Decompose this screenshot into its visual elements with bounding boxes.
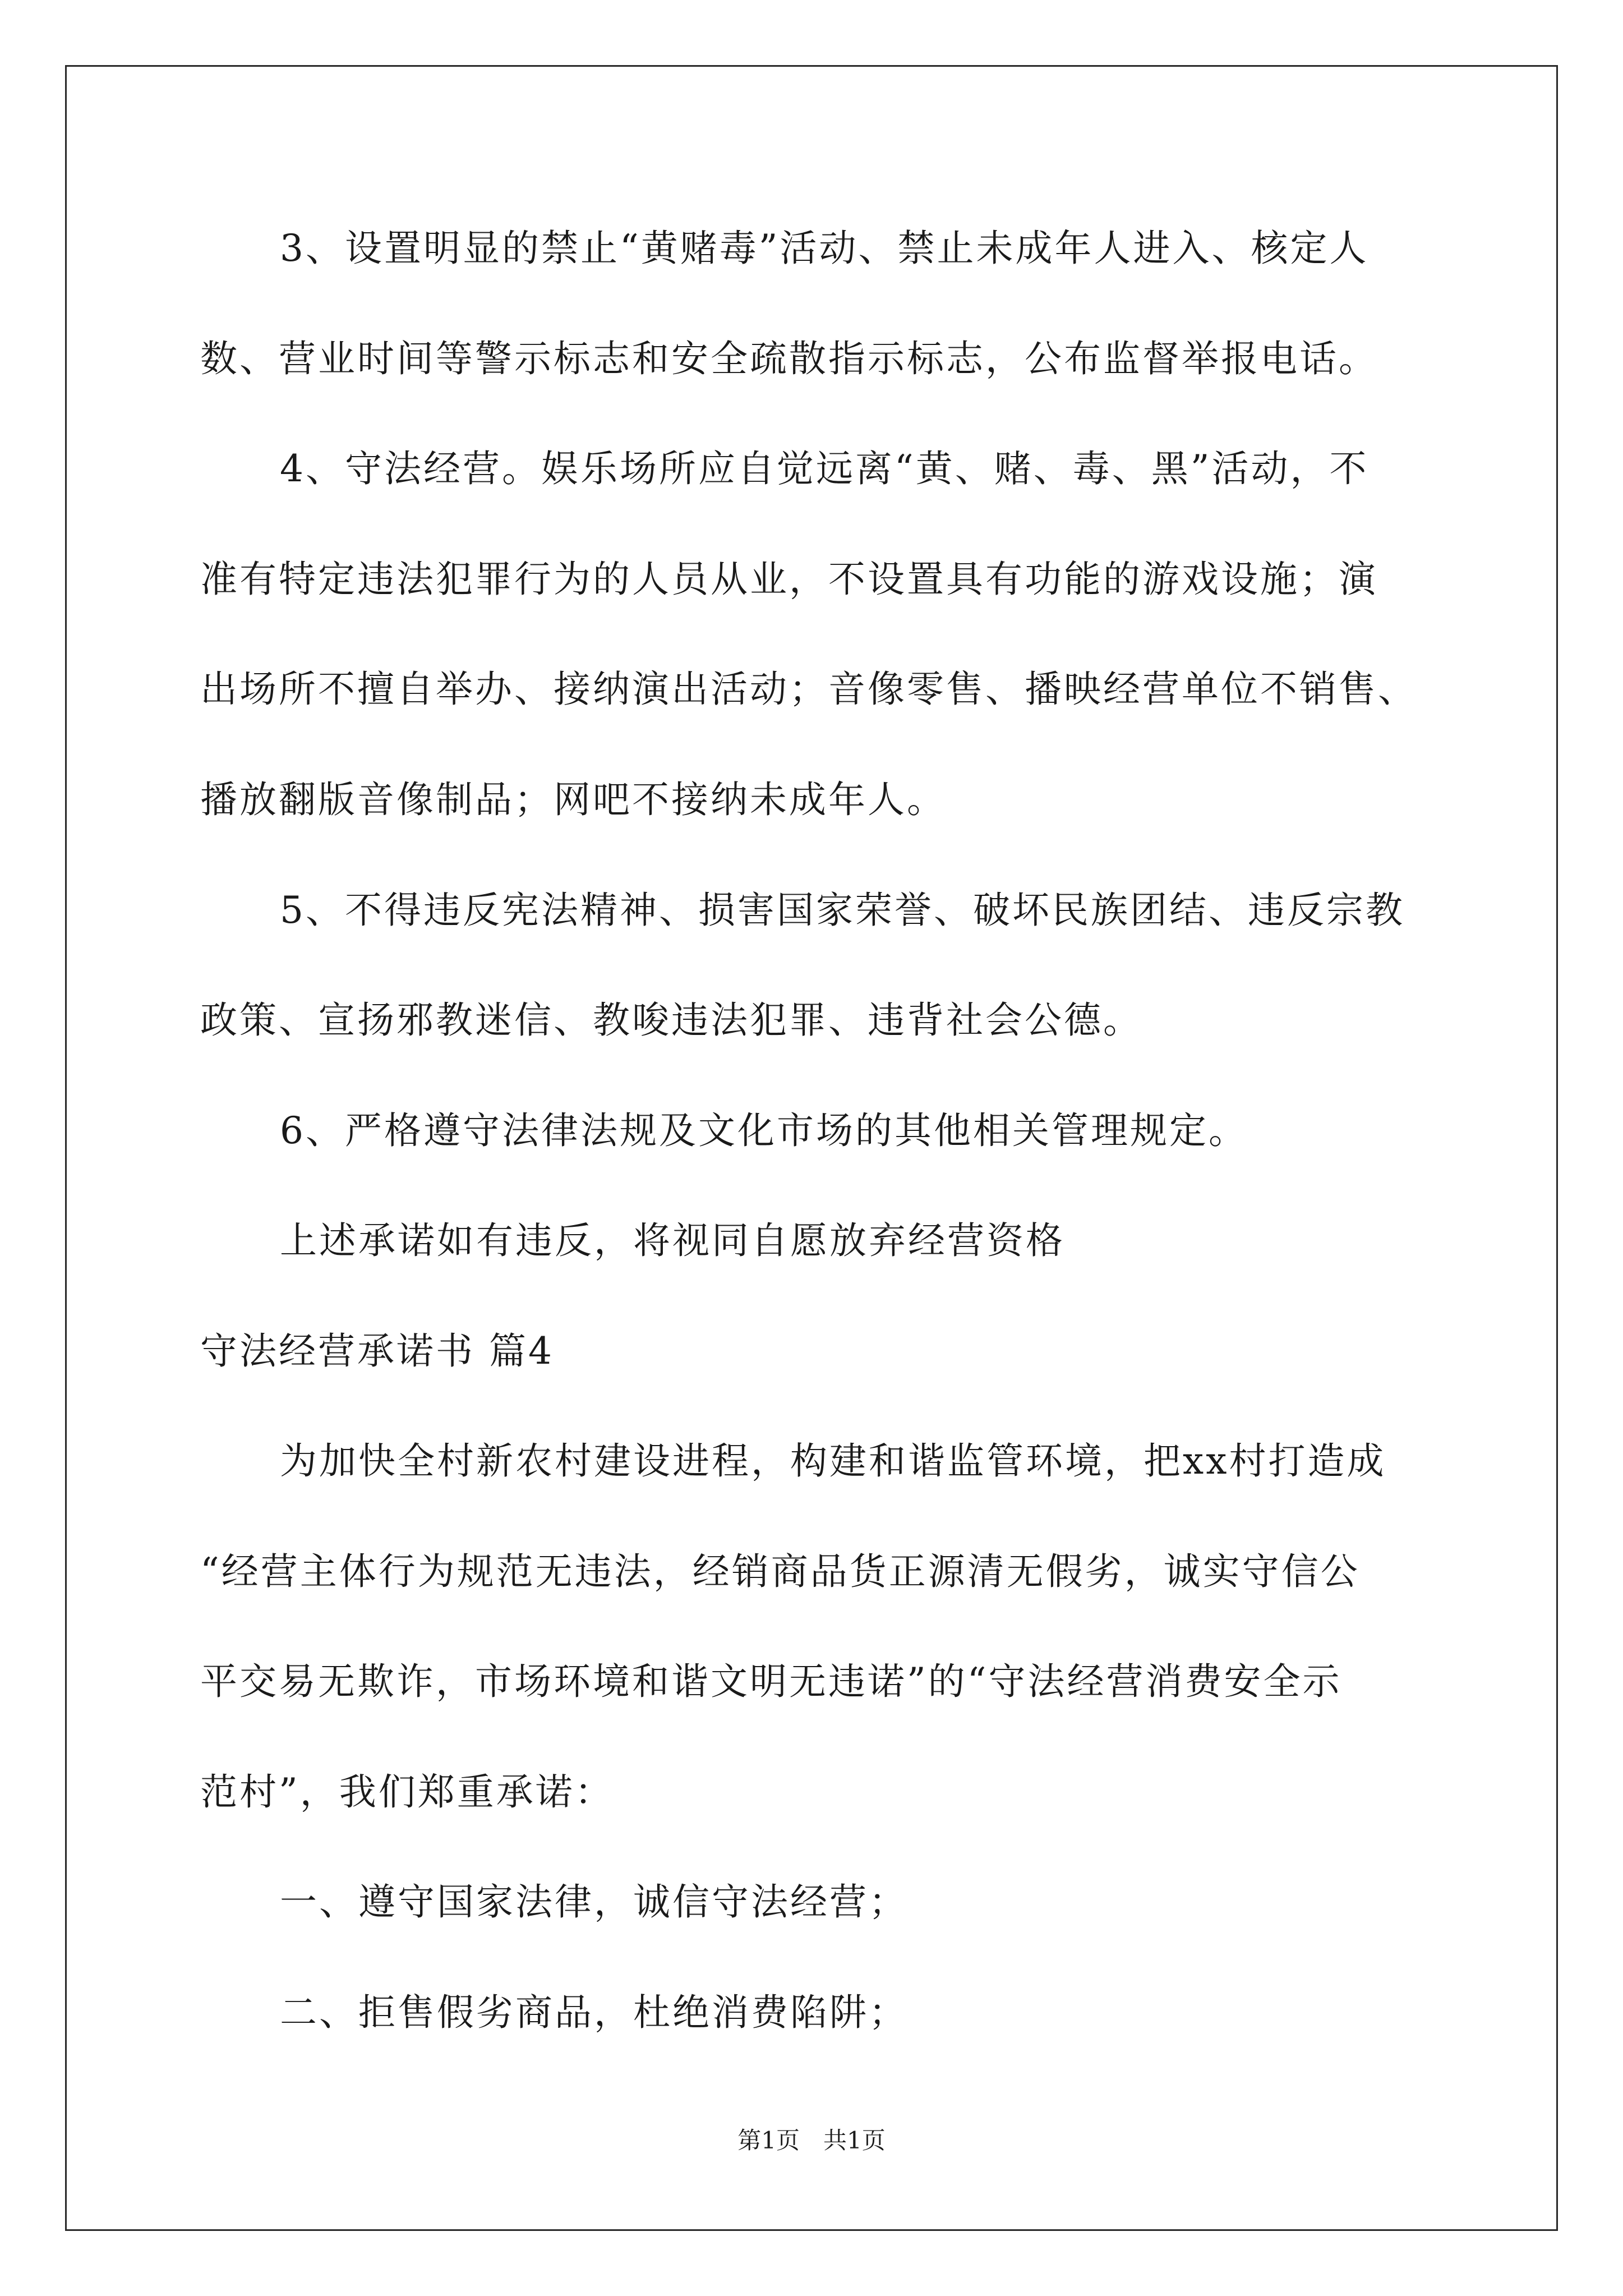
paragraph-4-line-1: 4、守法经营。娱乐场所应自觉远离“黄、赌、毒、黑”活动，不 <box>280 447 1369 490</box>
pledge-item-1: 一、遵守国家法律，诚信守法经营； <box>280 1880 908 1924</box>
paragraph-4-line-3: 出场所不擅自举办、接纳演出活动；音像零售、播映经营单位不销售、 <box>200 668 1417 711</box>
intro-paragraph-line-3: 平交易无欺诈，市场环境和谐文明无违诺”的“守法经营消费安全示 <box>200 1660 1342 1703</box>
paragraph-3-line-1: 3、设置明显的禁止“黄赌毒”活动、禁止未成年人进入、核定人 <box>280 227 1369 270</box>
section-heading: 守法经营承诺书 篇4 <box>200 1329 554 1373</box>
paragraph-3-line-2: 数、营业时间等警示标志和安全疏散指示标志，公布监督举报电话。 <box>200 337 1378 380</box>
intro-paragraph-line-2: “经营主体行为规范无违法，经销商品货正源清无假劣，诚实守信公 <box>200 1550 1360 1593</box>
intro-paragraph-line-1: 为加快全村新农村建设进程，构建和谐监管环境，把xx村打造成 <box>280 1439 1386 1483</box>
paragraph-5-line-2: 政策、宣扬邪教迷信、教唆违法犯罪、违背社会公德。 <box>200 999 1142 1042</box>
paragraph-5-line-1: 5、不得违反宪法精神、损害国家荣誉、破坏民族团结、违反宗教 <box>280 889 1405 932</box>
closing-statement: 上述承诺如有违反，将视同自愿放弃经营资格 <box>280 1219 1065 1262</box>
paragraph-4-line-2: 准有特定违法犯罪行为的人员从业，不设置具有功能的游戏设施；演 <box>200 558 1378 601</box>
paragraph-6: 6、严格遵守法律法规及文化市场的其他相关管理规定。 <box>280 1109 1248 1152</box>
paragraph-4-line-4: 播放翻版音像制品；网吧不接纳未成年人。 <box>200 778 946 821</box>
page-footer: 第1页 共1页 <box>737 2127 886 2154</box>
pledge-item-2: 二、拒售假劣商品，杜绝消费陷阱； <box>280 1991 908 2034</box>
intro-paragraph-line-4: 范村”，我们郑重承诺： <box>200 1770 614 1814</box>
